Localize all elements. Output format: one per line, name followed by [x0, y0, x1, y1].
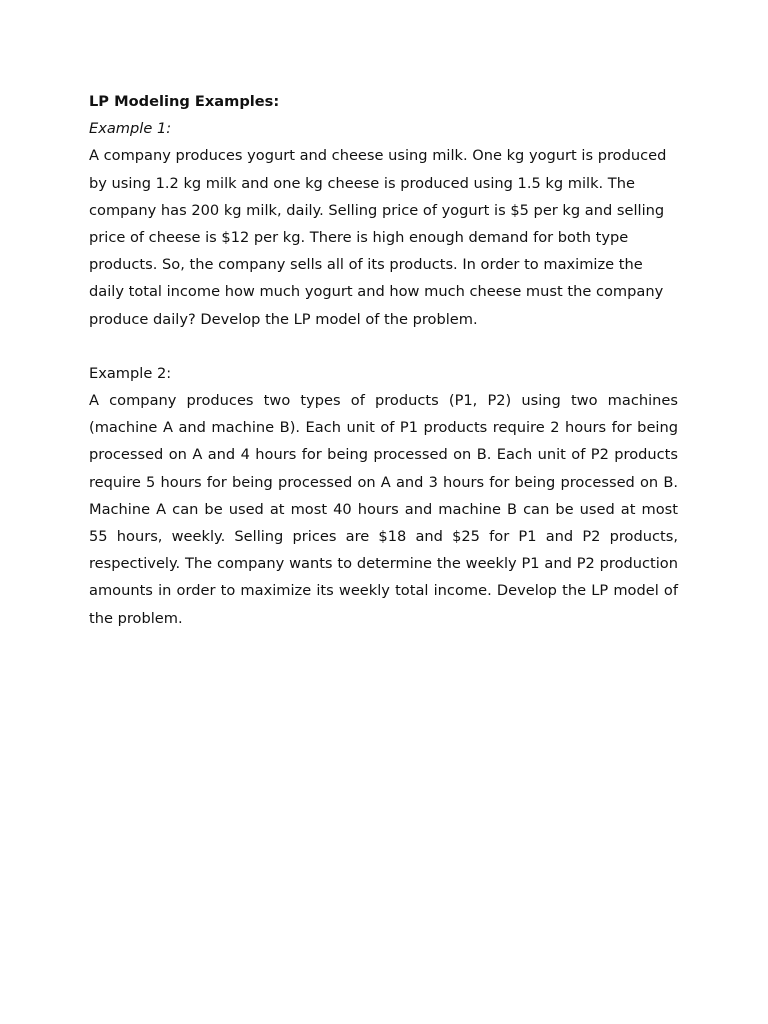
paragraph-gap: [89, 333, 678, 360]
example-2-text: A company produces two types of products (P1, P2) using two machines (machine A and machine B). Each unit of P1 products require 2 hours for being processed on A and 4 hours for being processed on B. Each unit of P2 products require 5 hours for being processed on A and 3 hours for being processed on B. Machine A can be used at most 40 hours and machine B can be used at most 55 hours, weekly. Selling prices are $18 and $25 for P1 and P2 products, respectively. The company wants to determine the weekly P1 and P2 production amounts in order to maximize its weekly total income. Develop the LP model of the problem.: [89, 392, 678, 627]
example-1-title: Example 1:: [89, 120, 172, 138]
example-1-text: A company produces yogurt and cheese using milk. One kg yogurt is produced by using 1.2 kg milk and one kg cheese is produced using 1.5 kg milk. The company has 200 kg milk, daily. Selling price of yogurt is $5 per kg and selling price of cheese is $12 per kg. There is high enough demand for both type products. So, the company sells all of its products. In order to maximize the daily total income how much yogurt and how much cheese must the company produce daily? Develop the LP model of the problem.: [89, 147, 667, 328]
document-heading: LP Modeling Examples:: [89, 93, 280, 110]
document-page: [89, 88, 678, 632]
example-2-title: Example 2:: [89, 364, 172, 382]
